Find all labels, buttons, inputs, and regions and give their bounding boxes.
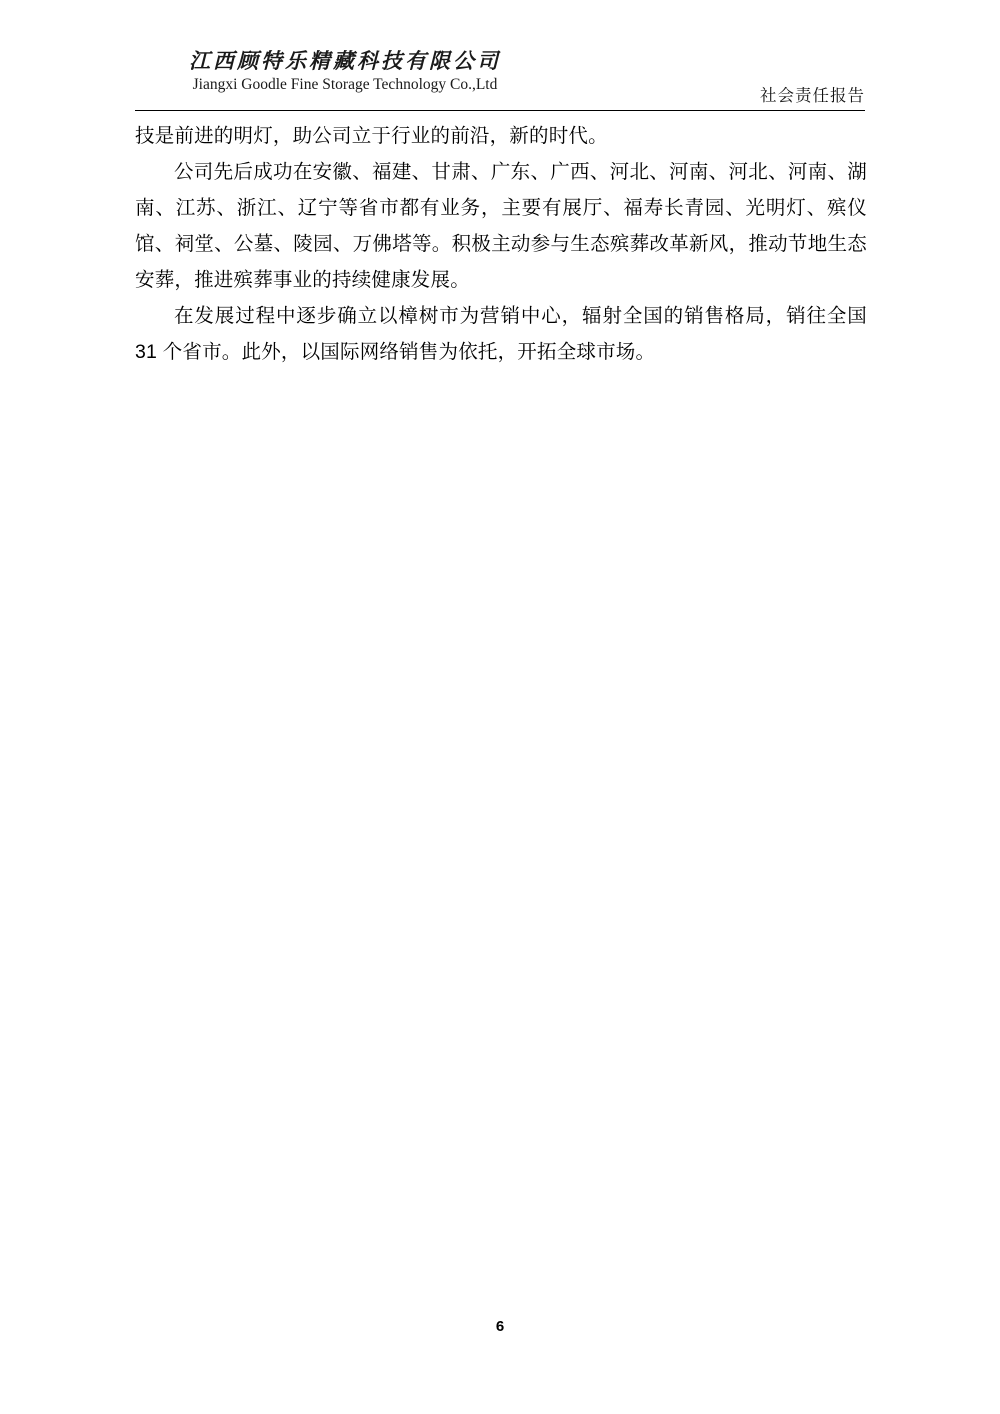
page-number: 6 <box>495 1318 505 1335</box>
page-footer <box>0 1318 1000 1336</box>
paragraph-3: 在发展过程中逐步确立以樟树市为营销中心，辐射全国的销售格局，销往全国 31 个省市。此外，以国际网络销售为依托，开拓全球市场。 <box>135 305 867 363</box>
header-divider <box>135 110 865 111</box>
company-name-cn: 江西顾特乐精藏科技有限公司 <box>189 49 501 73</box>
page-header <box>135 48 865 110</box>
company-name-en: Jiangxi Goodle Fine Storage Technology Co.,Ltd <box>192 76 498 93</box>
document-body <box>135 118 867 370</box>
header-report-title: 社会责任报告 <box>760 87 865 105</box>
company-logo <box>135 48 555 95</box>
paragraph-1: 技是前进的明灯，助公司立于行业的前沿，新的时代。 <box>135 125 608 147</box>
paragraph-2: 公司先后成功在安徽、福建、甘肃、广东、广西、河北、河南、河北、河南、湖南、江苏、浙江、辽宁等省市都有业务，主要有展厅、福寿长青园、光明灯、殡仪馆、祠堂、公墓、陵园、万佛塔等。积极主动参与生态殡葬改革新风，推动节地生态安葬，推进殡葬事业的持续健康发展。 <box>135 161 867 291</box>
